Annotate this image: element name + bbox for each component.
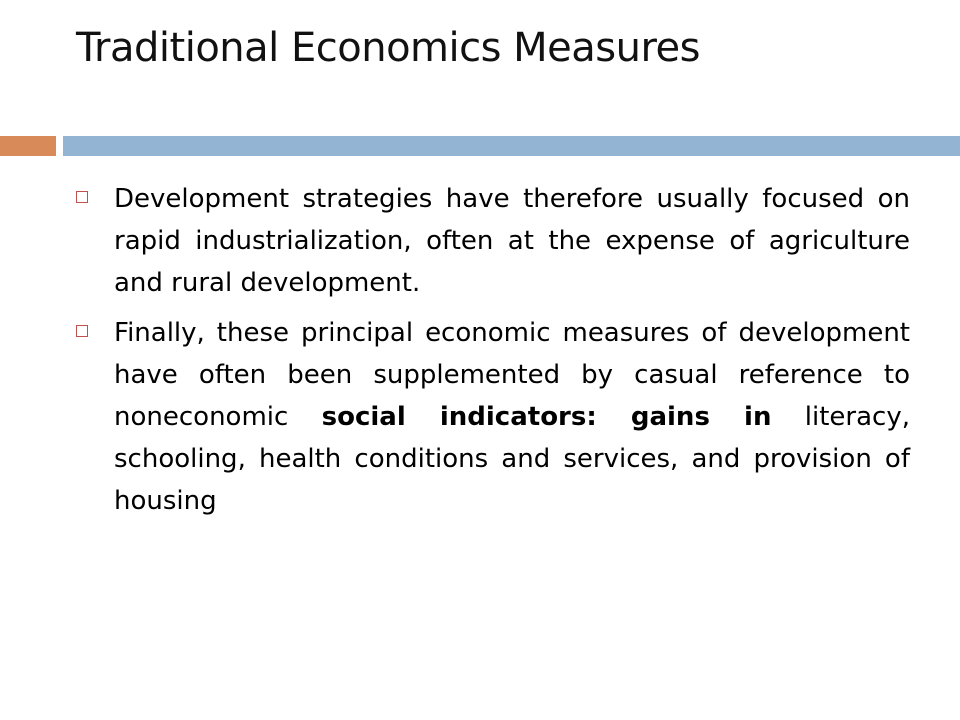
- bullet-text-2-part-1: Finally, these principal economic measures of development have often been supplemented by casual reference to noneconomic: [114, 318, 910, 432]
- bullet-list: [76, 178, 910, 530]
- bullet-text-2-part-3: literacy, schooling, health conditions and services, and provision of housing: [114, 402, 910, 516]
- slide-title: Traditional Economics Measures: [76, 25, 701, 71]
- accent-bar-orange: [0, 136, 56, 156]
- bullet-text-2-emphasis: social indicators: gains in: [321, 402, 772, 432]
- accent-bar-blue: [63, 136, 960, 156]
- bullet-item-1: [76, 178, 910, 304]
- bullet-text-2: [114, 312, 910, 522]
- square-bullet-icon: [76, 191, 88, 203]
- bullet-text-1: Development strategies have therefore usually focused on rapid industrialization, often at the expense of agriculture and rural development.: [114, 184, 910, 298]
- square-bullet-icon: [76, 325, 88, 337]
- bullet-item-2: [76, 312, 910, 522]
